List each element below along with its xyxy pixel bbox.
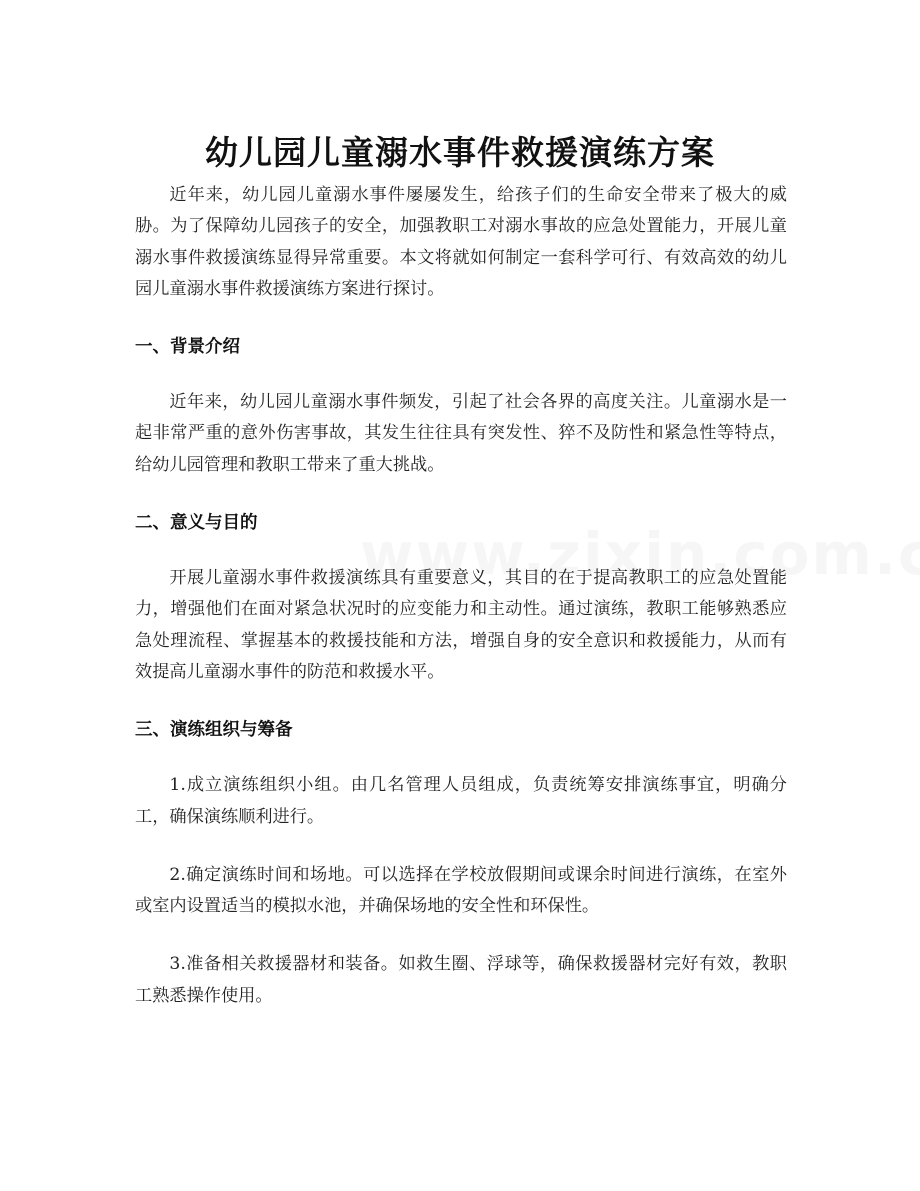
section-heading-background: 一、背景介绍 <box>135 337 240 358</box>
section-heading-purpose: 二、意义与目的 <box>135 513 258 534</box>
section-paragraph: 近年来，幼儿园儿童溺水事件频发，引起了社会各界的高度关注。儿童溺水是一起非常严重的意外伤害事故，其发生往往具有突发性、猝不及防性和紧急性等特点，给幼儿园管理和教职工带来了重大挑战。 <box>135 392 787 475</box>
document-title: 幼儿园儿童溺水事件救援演练方案 <box>205 133 715 173</box>
list-item-paragraph: 1.成立演练组织小组。由几名管理人员组成，负责统筹安排演练事宜，明确分工，确保演练顺利进行。 <box>135 775 787 827</box>
intro-paragraph: 近年来，幼儿园儿童溺水事件屡屡发生，给孩子们的生命安全带来了极大的威胁。为了保障幼儿园孩子的安全，加强教职工对溺水事故的应急处置能力，开展儿童溺水事件救援演练显得异常重要。本文将就如何制定一套科学可行、有效高效的幼儿园儿童溺水事件救援演练方案进行探讨。 <box>135 185 787 299</box>
document-body <box>135 180 787 1012</box>
list-item-paragraph: 2.确定演练时间和场地。可以选择在学校放假期间或课余时间进行演练，在室外或室内设置适当的模拟水池，并确保场地的安全性和环保性。 <box>135 864 787 917</box>
list-item-paragraph: 3.准备相关救援器材和装备。如救生圈、浮球等，确保救援器材完好有效，教职工熟悉操作使用。 <box>135 954 787 1006</box>
section-paragraph: 开展儿童溺水事件救援演练具有重要意义，其目的在于提高教职工的应急处置能力，增强他们在面对紧急状况时的应变能力和主动性。通过演练，教职工能够熟悉应急处理流程、掌握基本的救援技能和方法，增强自身的安全意识和救援能力，从而有效提高儿童溺水事件的防范和救援水平。 <box>135 568 787 682</box>
section-heading-organization: 三、演练组织与筹备 <box>135 720 293 741</box>
